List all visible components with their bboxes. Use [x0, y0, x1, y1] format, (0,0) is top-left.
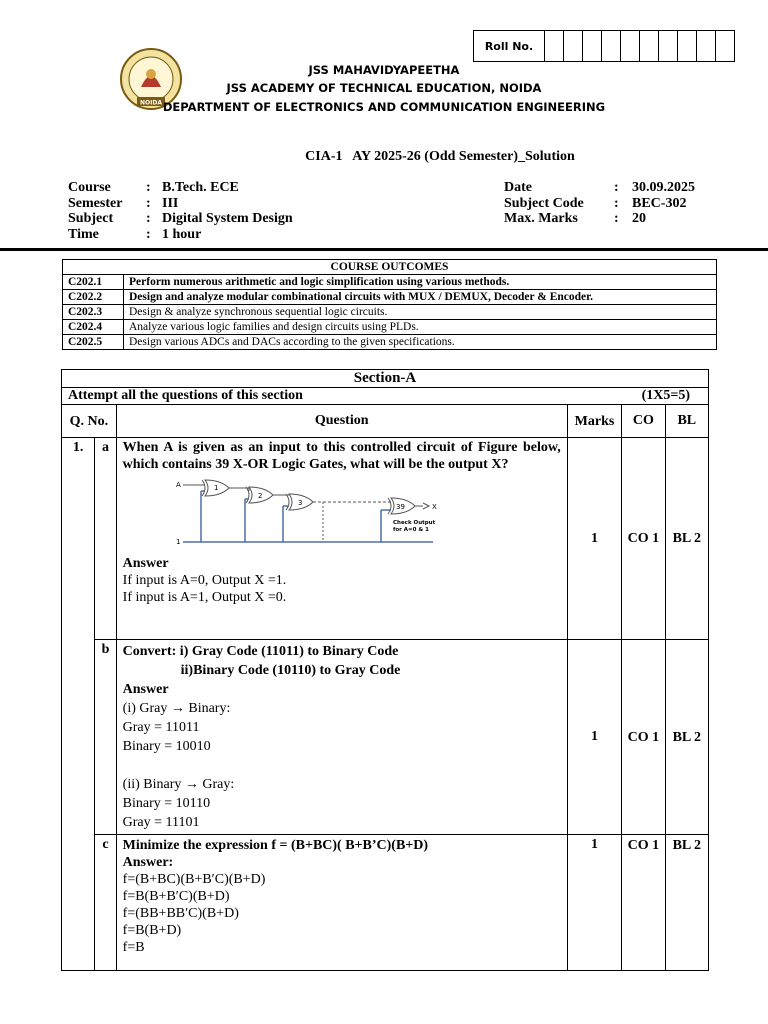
roll-number-cell — [716, 31, 734, 61]
answer-label: Answer: — [122, 855, 174, 870]
question-part: b — [95, 640, 116, 835]
info-value: III — [162, 195, 179, 211]
question-co: CO 1 — [622, 438, 665, 640]
header-co: CO — [622, 405, 665, 438]
figure-input-a: A — [175, 481, 181, 489]
header-line-3: DEPARTMENT OF ELECTRONICS AND COMMUNICATION ENGINEERING — [162, 100, 606, 114]
answer-line — [123, 756, 561, 775]
info-value: BEC-302 — [632, 195, 687, 211]
info-key: Max. Marks — [504, 211, 578, 226]
header-line-1: JSS MAHAVIDYAPEETHA — [308, 63, 460, 77]
roll-number-cell — [697, 31, 716, 61]
header-divider — [0, 248, 768, 251]
info-key: Subject Code — [504, 195, 584, 211]
section-instruction: Attempt all the questions of this section — [68, 388, 303, 403]
info-row-subject — [68, 211, 293, 227]
info-row-date — [504, 180, 695, 196]
question-number: 1. — [62, 438, 95, 971]
roll-number-cell — [621, 31, 640, 61]
info-value: 1 hour — [162, 226, 202, 242]
info-row-course — [68, 180, 293, 196]
question-bl: BL 2 — [665, 835, 708, 971]
info-key: Subject — [68, 211, 114, 226]
question-bl: BL 2 — [665, 438, 708, 640]
figure-note: Check Output — [392, 520, 435, 526]
co-text: Design & analyze synchronous sequential logic circuits. — [124, 305, 717, 320]
answer-line: If input is A=1, Output X =0. — [122, 590, 287, 605]
roll-number-cell — [564, 31, 583, 61]
info-sep: : — [146, 211, 151, 226]
question-marks: 1 — [567, 835, 622, 971]
gate-label: 39 — [395, 503, 405, 511]
xor-circuit-figure — [173, 477, 443, 549]
co-text: Perform numerous arithmetic and logic simplification using various methods. — [124, 275, 717, 290]
info-sep: : — [146, 180, 151, 195]
logo-text: NOIDA — [140, 99, 162, 107]
answer-line: f=(BB+BB′C)(B+D) — [122, 906, 239, 921]
question-text: ii)Binary Code (10110) to Gray Code — [180, 663, 401, 678]
answer-line: f=(B+BC)(B+B′C)(B+D) — [122, 872, 266, 887]
info-row-time — [68, 227, 293, 243]
info-sep: : — [614, 180, 619, 195]
co-row — [63, 290, 717, 305]
question-text: Convert: i) Gray Code (11011) to Binary Code — [122, 644, 399, 659]
answer-line: f=B(B+B′C)(B+D) — [122, 889, 230, 904]
info-sep: : — [614, 211, 619, 226]
header-qno: Q. No. — [62, 405, 117, 438]
section-a-table — [61, 369, 709, 971]
exam-info-right — [504, 180, 695, 227]
roll-number-cell — [659, 31, 678, 61]
answer-line: f=B(B+D) — [122, 923, 182, 938]
co-text: Design various ADCs and DACs according to the given specifications. — [124, 335, 717, 350]
answer-label: Answer — [122, 556, 169, 571]
info-sep: : — [614, 195, 619, 211]
section-instruction-row — [62, 388, 709, 405]
section-title: Section-A — [62, 370, 709, 388]
info-key: Time — [68, 226, 99, 242]
co-code: C202.5 — [63, 335, 124, 350]
header-bl: BL — [665, 405, 708, 438]
question-text: Minimize the expression f = (B+BC)( B+B’C)(B+D) — [122, 838, 429, 853]
info-value: B.Tech. ECE — [162, 180, 239, 195]
answer-line: (ii) Binary → Gray: — [122, 777, 235, 792]
question-marks: 1 — [567, 640, 622, 835]
info-key: Course — [68, 180, 111, 195]
co-text: Design and analyze modular combinational circuits with MUX / DEMUX, Decoder & Encoder. — [124, 290, 717, 305]
roll-number-cell — [602, 31, 621, 61]
header-marks: Marks — [567, 405, 622, 438]
question-text: When A is given as an input to this controlled circuit of Figure below, which contains 39 X-OR Logic Gates, what will be the output X? — [122, 440, 561, 472]
question-co: CO 1 — [622, 835, 665, 971]
co-row — [63, 275, 717, 290]
header-line-2: JSS ACADEMY OF TECHNICAL EDUCATION, NOIDA — [226, 81, 542, 95]
info-row-subject-code — [504, 196, 695, 212]
co-row — [63, 305, 717, 320]
gate-label: 3 — [297, 499, 303, 507]
co-code: C202.4 — [63, 320, 124, 335]
question-row-b — [62, 640, 709, 835]
question-bl: BL 2 — [665, 640, 708, 835]
exam-title: CIA-1 AY 2025-26 (Odd Semester)_Solution — [305, 149, 575, 164]
answer-line: Binary = 10110 — [122, 796, 211, 811]
info-value: 20 — [632, 211, 646, 226]
question-cell — [116, 438, 567, 640]
exam-info-left — [68, 180, 293, 242]
question-co: CO 1 — [622, 640, 665, 835]
info-key: Date — [504, 180, 532, 195]
section-marks-scheme: (1X5=5) — [641, 388, 690, 403]
info-sep: : — [146, 226, 151, 242]
answer-line: (i) Gray → Binary: — [122, 701, 231, 716]
question-cell — [116, 640, 567, 835]
roll-number-cell — [678, 31, 697, 61]
answer-line: Binary = 10010 — [122, 739, 211, 754]
answer-line: If input is A=0, Output X =1. — [122, 573, 287, 588]
co-text: Analyze various logic families and design circuits using PLDs. — [124, 320, 717, 335]
co-row — [63, 335, 717, 350]
question-cell — [116, 835, 567, 971]
answer-line: f=B — [122, 940, 145, 955]
gate-label: 1 — [213, 484, 219, 492]
info-key: Semester — [68, 195, 123, 211]
roll-number-cell — [545, 31, 564, 61]
course-outcomes-table — [62, 259, 717, 350]
question-part: a — [95, 438, 116, 640]
course-outcomes-title: COURSE OUTCOMES — [63, 260, 717, 275]
co-code: C202.3 — [63, 305, 124, 320]
info-value: 30.09.2025 — [632, 180, 695, 195]
figure-note: for A=0 & 1 — [392, 527, 429, 533]
co-row — [63, 320, 717, 335]
info-row-max-marks — [504, 211, 695, 227]
header-question: Question — [116, 405, 567, 438]
co-code: C202.1 — [63, 275, 124, 290]
info-value: Digital System Design — [162, 211, 293, 226]
gate-label: 2 — [257, 492, 263, 500]
answer-line: Gray = 11101 — [122, 815, 200, 830]
question-marks: 1 — [567, 438, 622, 640]
roll-number-label: Roll No. — [474, 31, 545, 61]
figure-output: X — [431, 503, 437, 511]
answer-line: Gray = 11011 — [122, 720, 200, 735]
co-code: C202.2 — [63, 290, 124, 305]
roll-number-cell — [640, 31, 659, 61]
roll-number-cell — [583, 31, 602, 61]
figure-input-1: 1 — [175, 538, 181, 546]
info-row-semester — [68, 196, 293, 212]
roll-number-box — [473, 30, 735, 62]
question-row-c — [62, 835, 709, 971]
question-row-a — [62, 438, 709, 640]
info-sep: : — [146, 195, 151, 211]
answer-label: Answer — [122, 682, 169, 697]
question-part: c — [95, 835, 116, 971]
